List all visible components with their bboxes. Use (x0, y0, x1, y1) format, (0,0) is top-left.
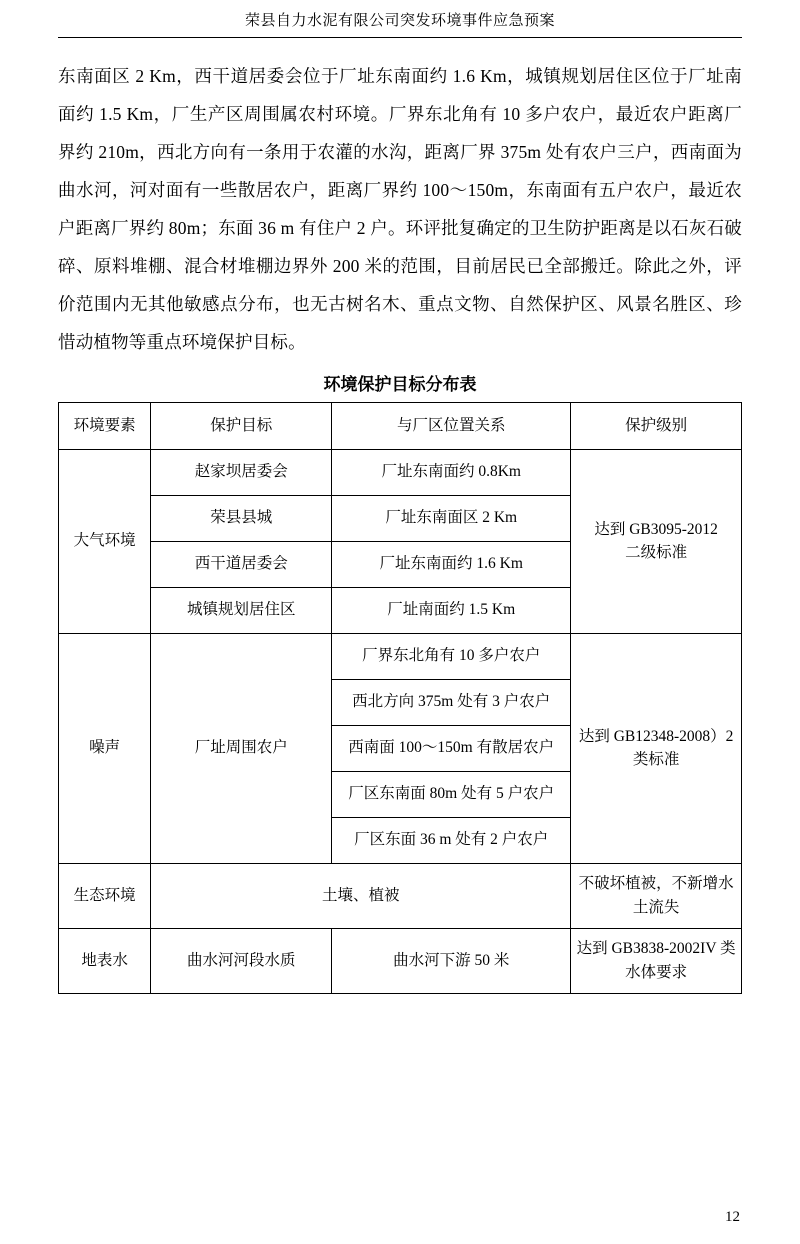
element-cell-ecology: 生态环境 (59, 863, 151, 928)
table-header-cell: 环境要素 (59, 402, 151, 449)
header-title: 荣县自力水泥有限公司突发环境事件应急预案 (244, 13, 555, 29)
relation-cell: 西北方向 375m 处有 3 户农户 (332, 679, 571, 725)
table-row (59, 863, 742, 928)
target-cell: 城镇规划居住区 (151, 587, 332, 633)
relation-cell: 西南面 100～150m 有散居农户 (332, 725, 571, 771)
target-cell-noise: 厂址周围农户 (151, 633, 332, 863)
level-line: 类标准 (632, 751, 680, 768)
level-line: 达到 GB3095-2012 (594, 520, 718, 538)
level-cell-surface-water (571, 928, 742, 993)
level-cell-ecology (571, 863, 742, 928)
level-line: 水体要求 (625, 963, 688, 981)
level-cell-noise (571, 633, 742, 863)
element-cell-air: 大气环境 (59, 449, 151, 633)
table-row (59, 633, 742, 679)
relation-cell: 厂址东南面约 0.8Km (332, 449, 571, 495)
relation-cell: 厂址东南面区 2 Km (332, 495, 571, 541)
table-header-row (59, 402, 742, 449)
relation-cell: 厂址南面约 1.5 Km (332, 587, 571, 633)
relation-cell: 厂界东北角有 10 多户农户 (332, 633, 571, 679)
level-line: 达到 GB12348-2008）2 (578, 727, 734, 745)
table-row (59, 928, 742, 993)
table-header-cell: 与厂区位置关系 (332, 402, 571, 449)
level-line: 二级标准 (625, 544, 688, 561)
relation-cell: 厂区东南面 80m 处有 5 户农户 (332, 771, 571, 817)
table-row (59, 449, 742, 495)
relation-cell-ecology: 土壤、植被 (151, 863, 571, 928)
level-line: 达到 GB3838-2002IV 类 (576, 940, 736, 958)
target-cell: 西干道居委会 (151, 541, 332, 587)
page-header (58, 0, 742, 38)
target-cell: 曲水河河段水质 (151, 928, 332, 993)
target-cell: 荣县县城 (151, 495, 332, 541)
relation-cell: 厂区东面 36 m 处有 2 户农户 (332, 817, 571, 863)
level-line: 土流失 (632, 898, 680, 916)
header-divider (58, 37, 742, 38)
target-cell: 赵家坝居委会 (151, 449, 332, 495)
body-paragraph: 东南面区 2 Km，西干道居委会位于厂址东南面约 1.6 Km，城镇规划居住区位于厂址南面约 1.5 Km，厂生产区周围属农村环境。厂界东北角有 10 多户农户，最近农户距离厂界约 210m，西北方向有一条用于农灌的水沟，距离厂界 375m 处有农户三户，西南面为曲水河，河对面有一些散居农户，距离厂界约 100～150m，东南面有五户农户，最近农户距离厂界约 80m；东面 36 m 有住户 2 户。环评批复确定的卫生防护距离是以石灰石破碎、原料堆棚、混合材堆棚边界外 200 米的范围，目前居民已全部搬迁。除此之外，评价范围内无其他敏感点分布，也无古树名木、重点文物、自然保护区、风景名胜区、珍惜动植物等重点环境保护目标。 (58, 65, 742, 352)
element-cell-noise: 噪声 (59, 633, 151, 863)
level-cell-air (571, 449, 742, 633)
relation-cell: 曲水河下游 50 米 (332, 928, 571, 993)
element-cell-surface-water: 地表水 (59, 928, 151, 993)
level-line: 不破坏植被，不新增水 (578, 875, 734, 893)
environment-protection-target-table (58, 402, 742, 994)
table-header-cell: 保护目标 (151, 402, 332, 449)
relation-cell: 厂址东南面约 1.6 Km (332, 541, 571, 587)
page-number: 12 (725, 1209, 740, 1225)
table-caption: 环境保护目标分布表 (323, 374, 477, 394)
table-header-cell: 保护级别 (571, 402, 742, 449)
